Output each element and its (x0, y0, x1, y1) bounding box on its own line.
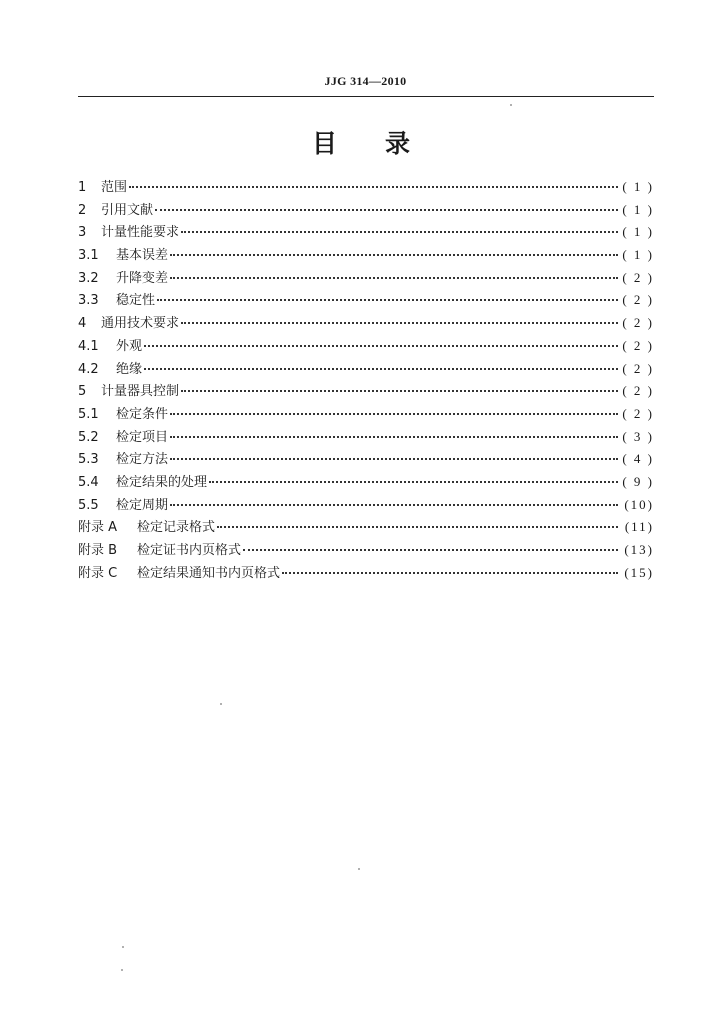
toc-entry (78, 448, 654, 471)
toc-entry (78, 358, 654, 381)
toc-entry-label: 绝缘 (116, 361, 143, 377)
toc-entry-label: 检定方法 (116, 452, 169, 468)
toc-entry-number: 附录 C (78, 565, 118, 581)
toc-entry-number: 1 (78, 180, 87, 195)
toc-entry-page: ( 1 ) (622, 247, 654, 263)
toc-entry (78, 380, 654, 403)
scan-speck (122, 946, 124, 948)
toc-entry-page: ( 2 ) (622, 292, 654, 308)
toc-entry-label: 检定记录格式 (137, 520, 216, 536)
toc-entry-page: ( 4 ) (622, 451, 654, 467)
scan-speck (358, 868, 360, 870)
page-title: 目录 (311, 129, 458, 158)
toc-entry-number: 附录 A (78, 520, 118, 536)
toc-entry-number: 5.2 (78, 429, 99, 445)
toc-entry (78, 471, 654, 494)
toc-entry (78, 312, 654, 335)
toc-dot-leader (217, 526, 618, 528)
toc-entry-number: 4 (78, 316, 87, 332)
toc-entry-number: 5 (78, 384, 87, 400)
toc-entry-label: 范围 (101, 180, 128, 195)
toc-entry-label: 升降变差 (116, 270, 169, 286)
toc-entry (78, 539, 654, 562)
toc-entry-label: 通用技术要求 (101, 316, 180, 332)
toc-entry-number: 5.3 (78, 452, 99, 468)
toc-entry-page: ( 1 ) (622, 224, 654, 240)
toc-entry-number: 3.3 (78, 293, 99, 309)
scan-speck (220, 703, 222, 705)
toc-entry (78, 494, 654, 517)
toc-dot-leader (181, 231, 618, 233)
toc-entry-number: 5.4 (78, 474, 99, 490)
toc-entry-label: 基本误差 (116, 248, 169, 264)
toc-entry-number: 3.2 (78, 270, 99, 286)
toc-dot-leader (170, 504, 618, 506)
toc-entry-label: 检定条件 (116, 406, 169, 422)
toc-entry-number: 4.2 (78, 361, 99, 377)
standard-code-header: JJG 314—2010 (324, 74, 407, 88)
toc-entry-label: 稳定性 (116, 293, 156, 309)
toc-dot-leader (155, 209, 618, 211)
toc-entry-label: 引用文献 (101, 202, 154, 218)
toc-entry (78, 562, 654, 585)
toc-dot-leader (144, 368, 618, 370)
toc-entry-page: (13) (624, 542, 654, 557)
toc-dot-leader (282, 572, 618, 574)
toc-entry-page: ( 2 ) (622, 337, 654, 353)
toc-entry-number: 3.1 (78, 248, 99, 264)
toc-entry-label: 检定项目 (116, 429, 169, 445)
table-of-contents (78, 176, 654, 584)
toc-entry-label: 计量性能要求 (101, 225, 180, 241)
toc-dot-leader (170, 277, 618, 279)
toc-dot-leader (170, 413, 618, 415)
toc-entry-page: ( 1 ) (622, 201, 654, 217)
toc-dot-leader (129, 186, 618, 188)
toc-entry-page: (11) (624, 519, 654, 535)
toc-entry (78, 289, 654, 312)
toc-entry-label: 检定证书内页格式 (137, 543, 242, 558)
toc-dot-leader (144, 345, 618, 347)
toc-dot-leader (243, 549, 618, 551)
toc-entry-page: ( 3 ) (622, 428, 654, 444)
toc-entry (78, 244, 654, 267)
toc-entry-page: ( 1 ) (622, 179, 654, 194)
toc-entry-page: ( 2 ) (622, 405, 654, 421)
toc-entry-label: 计量器具控制 (101, 384, 180, 400)
toc-entry (78, 403, 654, 426)
toc-entry-number: 附录 B (78, 543, 118, 558)
toc-entry-page: (10) (624, 496, 654, 512)
toc-dot-leader (181, 390, 618, 392)
toc-dot-leader (181, 322, 618, 324)
toc-entry-page: ( 2 ) (622, 315, 654, 331)
toc-entry (78, 516, 654, 539)
toc-entry-label: 检定结果通知书内页格式 (137, 565, 281, 581)
toc-entry-label: 检定结果的处理 (116, 474, 208, 490)
toc-entry (78, 199, 654, 222)
toc-entry-number: 4.1 (78, 338, 99, 354)
toc-entry-number: 5.1 (78, 406, 99, 422)
toc-entry-page: ( 2 ) (622, 383, 654, 399)
toc-entry (78, 176, 654, 199)
toc-entry-page: ( 2 ) (622, 269, 654, 285)
toc-dot-leader (170, 254, 618, 256)
toc-dot-leader (170, 436, 618, 438)
header-rule (78, 96, 654, 97)
scan-speck (510, 104, 512, 106)
toc-entry (78, 267, 654, 290)
toc-entry-number: 3 (78, 225, 87, 241)
toc-entry-number: 5.5 (78, 497, 99, 513)
toc-entry-page: ( 9 ) (622, 473, 654, 489)
toc-dot-leader (170, 458, 618, 460)
scan-speck (121, 969, 123, 971)
toc-entry (78, 335, 654, 358)
toc-dot-leader (209, 481, 618, 483)
toc-entry-number: 2 (78, 202, 87, 218)
toc-entry-label: 外观 (116, 338, 143, 354)
toc-entry (78, 221, 654, 244)
toc-dot-leader (157, 299, 618, 301)
toc-entry (78, 426, 654, 449)
toc-entry-label: 检定周期 (116, 497, 169, 513)
toc-entry-page: (15) (624, 564, 654, 580)
toc-entry-page: ( 2 ) (622, 360, 654, 376)
